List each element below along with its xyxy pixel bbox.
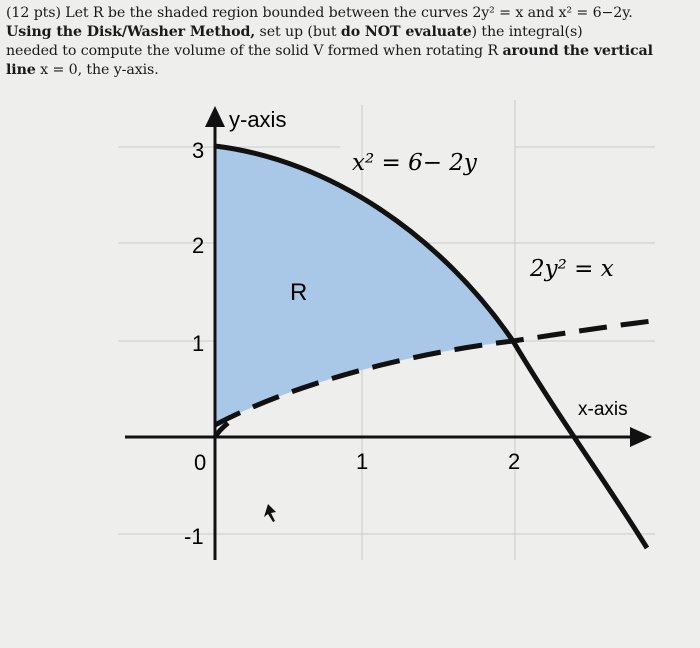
x-tick-1: 1 [356, 449, 369, 474]
problem-line-2-tail: ) the integral(s) [471, 24, 583, 40]
problem-line-1: (12 pts) Let R be the shaded region bounded between the curves 2y² = x and x² = 6−2y. [6, 5, 633, 21]
region-label: R [290, 279, 308, 306]
method-emphasis: Using the Disk/Washer Method, [6, 24, 256, 40]
y-tick-neg1: -1 [184, 524, 204, 549]
curve-lower-label: 2y² = x [530, 256, 614, 282]
x-tick-2: 2 [508, 449, 521, 474]
problem-line-4-text: x = 0, the y-axis. [35, 62, 159, 78]
no-evaluate-emphasis: do NOT evaluate [340, 24, 472, 40]
y-axis-arrow-icon [205, 106, 225, 127]
y-tick-1: 1 [192, 331, 205, 356]
mouse-cursor-icon [264, 504, 276, 522]
problem-line-3-text: needed to compute the volume of the solid V formed when rotating R [6, 43, 503, 59]
y-tick-3: 3 [192, 138, 205, 163]
y-tick-2: 2 [192, 233, 205, 258]
x-axis-label: x-axis [578, 399, 628, 420]
axis-emphasis: around the vertical [502, 43, 653, 59]
x-axis-arrow-icon [630, 427, 652, 447]
x-tick-0: 0 [194, 450, 207, 475]
y-axis-label: y-axis [229, 107, 287, 132]
line-emphasis: line [6, 62, 36, 78]
curve-upper-label: x² = 6− 2y [352, 150, 477, 176]
problem-line-2-text: set up (but [255, 24, 341, 40]
